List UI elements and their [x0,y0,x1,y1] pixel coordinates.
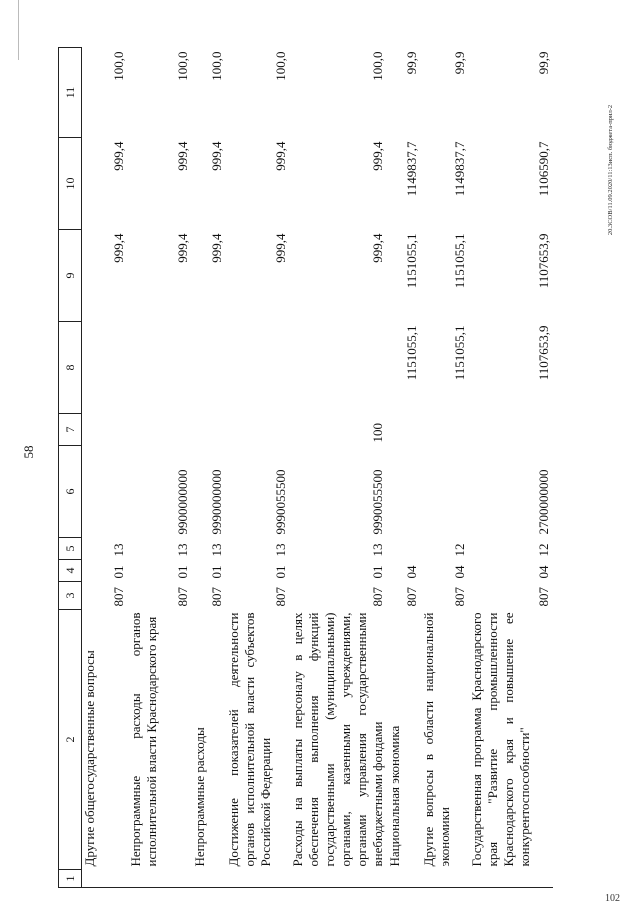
row-name: Непрограммные расходы [192,727,207,867]
cell-empty [469,870,553,888]
cell-c8: 1151055,1 [452,325,467,381]
cell-empty [387,870,421,888]
cell-c10: 999,4 [370,141,385,171]
cell-c4: 04 [452,565,467,579]
header-cell: 7 [59,414,82,446]
cell-c6 [387,446,421,538]
cell-c5: 12 [452,543,467,557]
page-number: 58 [21,445,36,459]
cell-c8: 1151055,1 [404,325,419,381]
cell-c5: 13 [111,543,126,557]
header-cell: 5 [59,538,82,560]
cell-c3: 807 [209,587,224,607]
header-cell: 6 [59,446,82,538]
cell-c10: 999,4 [209,141,224,171]
cell-c11: 100,0 [111,51,126,81]
cell-c3: 807 [273,587,288,607]
cell-c6: 9990000000 [209,469,224,535]
footer-code: 20.3СОВ/11.09.2020/11:13исп. бюджета-прил-2 [607,104,614,236]
cell-c10: 999,4 [175,141,190,171]
header-cell: 11 [59,48,82,138]
table-row [82,48,128,888]
cell-empty [82,870,128,888]
rotated-table-container [58,48,598,888]
cell-c9: 999,4 [370,233,385,263]
cell-c11: 100,0 [175,51,190,81]
row-name: Государственная программа Краснодарского края "Развитие промышленности Краснодарского края и повышение ее конкурентоспособности" [469,612,532,867]
row-name: Непрограммные расходы органов исполнительной власти Краснодарского края [128,612,159,867]
row-name: Национальная экономика [387,725,402,867]
cell-c4: 01 [111,565,126,579]
table-row [469,48,553,888]
table-row [192,48,226,888]
header-cell: 8 [59,322,82,414]
cell-c8 [192,322,226,414]
cell-c11: 99,9 [404,51,419,75]
header-cell: 1 [59,870,82,888]
cell-c8 [226,322,290,414]
row-name: Достижение показателей деятельности органов исполнительной власти субъектов Российской Федерации [226,612,273,867]
cell-c8 [128,322,192,414]
table-row [290,48,387,888]
cell-c9: 999,4 [273,233,288,263]
cell-c10: 1106590,7 [536,141,551,197]
cell-c3: 807 [370,587,385,607]
header-row [59,48,82,888]
cell-c3: 807 [452,587,467,607]
budget-table [58,47,553,888]
cell-c11: 100,0 [209,51,224,81]
cell-c3: 807 [536,587,551,607]
cell-c3: 807 [175,587,190,607]
cell-empty [421,870,469,888]
header-cell: 9 [59,230,82,322]
cell-c7 [192,414,226,446]
cell-c7 [469,414,553,446]
row-name: Расходы на выплаты персоналу в целях обеспечения выполнения функций государственными (муниципальными) органами, казенными учреждениями, органами управления государственными внебюджетными фондами [290,612,385,867]
cell-c11: 100,0 [273,51,288,81]
cell-c5: 13 [209,543,224,557]
cell-empty [128,870,192,888]
cell-c9: 1107653,9 [536,233,551,289]
row-name: Другие вопросы в области национальной экономики [421,612,452,867]
table-row [421,48,469,888]
cell-c4: 01 [273,565,288,579]
cell-c4: 01 [209,565,224,579]
cell-c4: 01 [370,565,385,579]
cell-c7: 100 [370,423,385,443]
cell-c10: 1149837,7 [452,141,467,197]
header-cell: 3 [59,582,82,610]
cell-c7 [226,414,290,446]
cell-c4: 04 [404,565,419,579]
table-row [128,48,192,888]
cell-c9: 1151055,1 [452,233,467,289]
cell-c8: 1107653,9 [536,325,551,381]
cell-c10: 999,4 [111,141,126,171]
cell-c6: 9900000000 [175,469,190,535]
scan-edge-line [18,0,19,60]
table-row [387,48,421,888]
cell-c5: 13 [175,543,190,557]
cell-c6 [82,446,128,538]
cell-c11: 99,9 [452,51,467,75]
cell-c3: 807 [404,587,419,607]
cell-empty [290,870,387,888]
cell-empty [192,870,226,888]
cell-c6: 9990055500 [273,469,288,535]
cell-c9: 999,4 [175,233,190,263]
cell-c9: 999,4 [209,233,224,263]
header-cell: 2 [59,610,82,870]
cell-c10: 999,4 [273,141,288,171]
cell-c9: 999,4 [111,233,126,263]
cell-c7 [82,414,128,446]
cell-c8 [290,322,387,414]
cell-c7 [421,414,469,446]
cell-c5: 12 [536,543,551,557]
cell-c7 [387,414,421,446]
header-cell: 4 [59,560,82,582]
cell-c10: 1149837,7 [404,141,419,197]
row-name: Другие общегосударственные вопросы [82,650,97,867]
cell-c4: 01 [175,565,190,579]
cell-c7 [128,414,192,446]
table-row [226,48,290,888]
cell-c8 [82,322,128,414]
cell-c6: 9990055500 [370,469,385,535]
cell-c11: 99,9 [536,51,551,75]
cell-c5 [387,538,421,560]
cell-c6 [421,446,469,538]
cell-empty [226,870,290,888]
corner-number: 102 [605,893,620,904]
header-cell: 10 [59,138,82,230]
cell-c4: 04 [536,565,551,579]
cell-c5: 13 [273,543,288,557]
cell-c11: 100,0 [370,51,385,81]
cell-c6: 2700000000 [536,469,551,535]
cell-c5: 13 [370,543,385,557]
cell-c3: 807 [111,587,126,607]
cell-c9: 1151055,1 [404,233,419,289]
